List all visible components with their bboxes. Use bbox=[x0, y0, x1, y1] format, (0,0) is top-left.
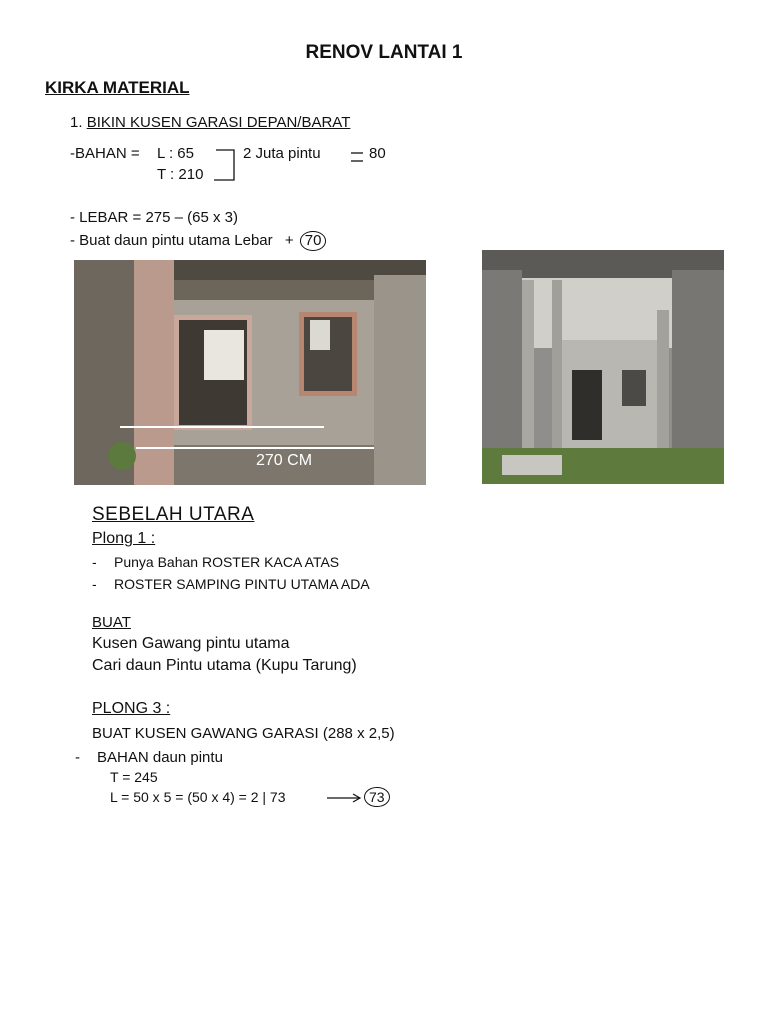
list-item: - Punya Bahan ROSTER KACA ATAS bbox=[92, 554, 340, 570]
daun-line bbox=[70, 231, 326, 251]
plus-sign: + bbox=[284, 232, 294, 249]
item-1 bbox=[70, 114, 350, 131]
page-title: RENOV LANTAI 1 bbox=[305, 42, 463, 63]
bracket-icon bbox=[212, 148, 242, 184]
l-value: L = 50 x 5 = (50 x 4) = 2 | 73 bbox=[110, 789, 286, 805]
bahan-price: 2 Juta pintu bbox=[243, 145, 321, 162]
list-item: - ROSTER SAMPING PINTU UTAMA ADA bbox=[92, 576, 370, 592]
item-1-number: 1. bbox=[70, 114, 83, 131]
list-item-text: Punya Bahan ROSTER KACA ATAS bbox=[114, 554, 340, 570]
circled-value: 70 bbox=[300, 231, 327, 251]
t-value: T = 245 bbox=[110, 769, 158, 785]
approx-icon bbox=[349, 150, 365, 164]
lebar-line: - LEBAR = 275 – (65 x 3) bbox=[70, 209, 239, 226]
circled-value: 73 bbox=[364, 787, 390, 807]
plong-3-heading: PLONG 3 : bbox=[92, 700, 171, 717]
photo-exterior bbox=[482, 250, 724, 484]
bahan-value: 80 bbox=[369, 145, 386, 162]
photo-measure-label: 270 CM bbox=[256, 452, 313, 469]
daun-text: - Buat daun pintu utama Lebar bbox=[70, 232, 273, 249]
photo-interior bbox=[74, 260, 426, 485]
utara-heading: SEBELAH UTARA bbox=[92, 504, 255, 525]
photo-exterior-image bbox=[482, 250, 724, 484]
buat-heading: BUAT bbox=[92, 614, 131, 631]
bahan-label: -BAHAN = bbox=[70, 145, 140, 162]
buat-line: Kusen Gawang pintu utama bbox=[92, 635, 290, 652]
plong-3-line: BUAT KUSEN GAWANG GARASI (288 x 2,5) bbox=[92, 725, 395, 742]
buat-line: Cari daun Pintu utama (Kupu Tarung) bbox=[92, 657, 357, 674]
bahan-daun-text: BAHAN daun pintu bbox=[97, 749, 223, 766]
item-1-text: BIKIN KUSEN GARASI DEPAN/BARAT bbox=[86, 114, 351, 131]
list-item-text: ROSTER SAMPING PINTU UTAMA ADA bbox=[114, 576, 370, 592]
photo-interior-image bbox=[74, 260, 426, 485]
plong-1-heading: Plong 1 : bbox=[92, 530, 156, 547]
arrow-right-icon bbox=[327, 791, 363, 805]
bahan-t: T : 210 bbox=[157, 166, 204, 183]
bahan-daun-line: - BAHAN daun pintu bbox=[75, 749, 223, 766]
section-heading: KIRKA MATERIAL bbox=[45, 78, 190, 97]
bahan-l: L : 65 bbox=[157, 145, 194, 162]
l-circled bbox=[362, 787, 390, 807]
